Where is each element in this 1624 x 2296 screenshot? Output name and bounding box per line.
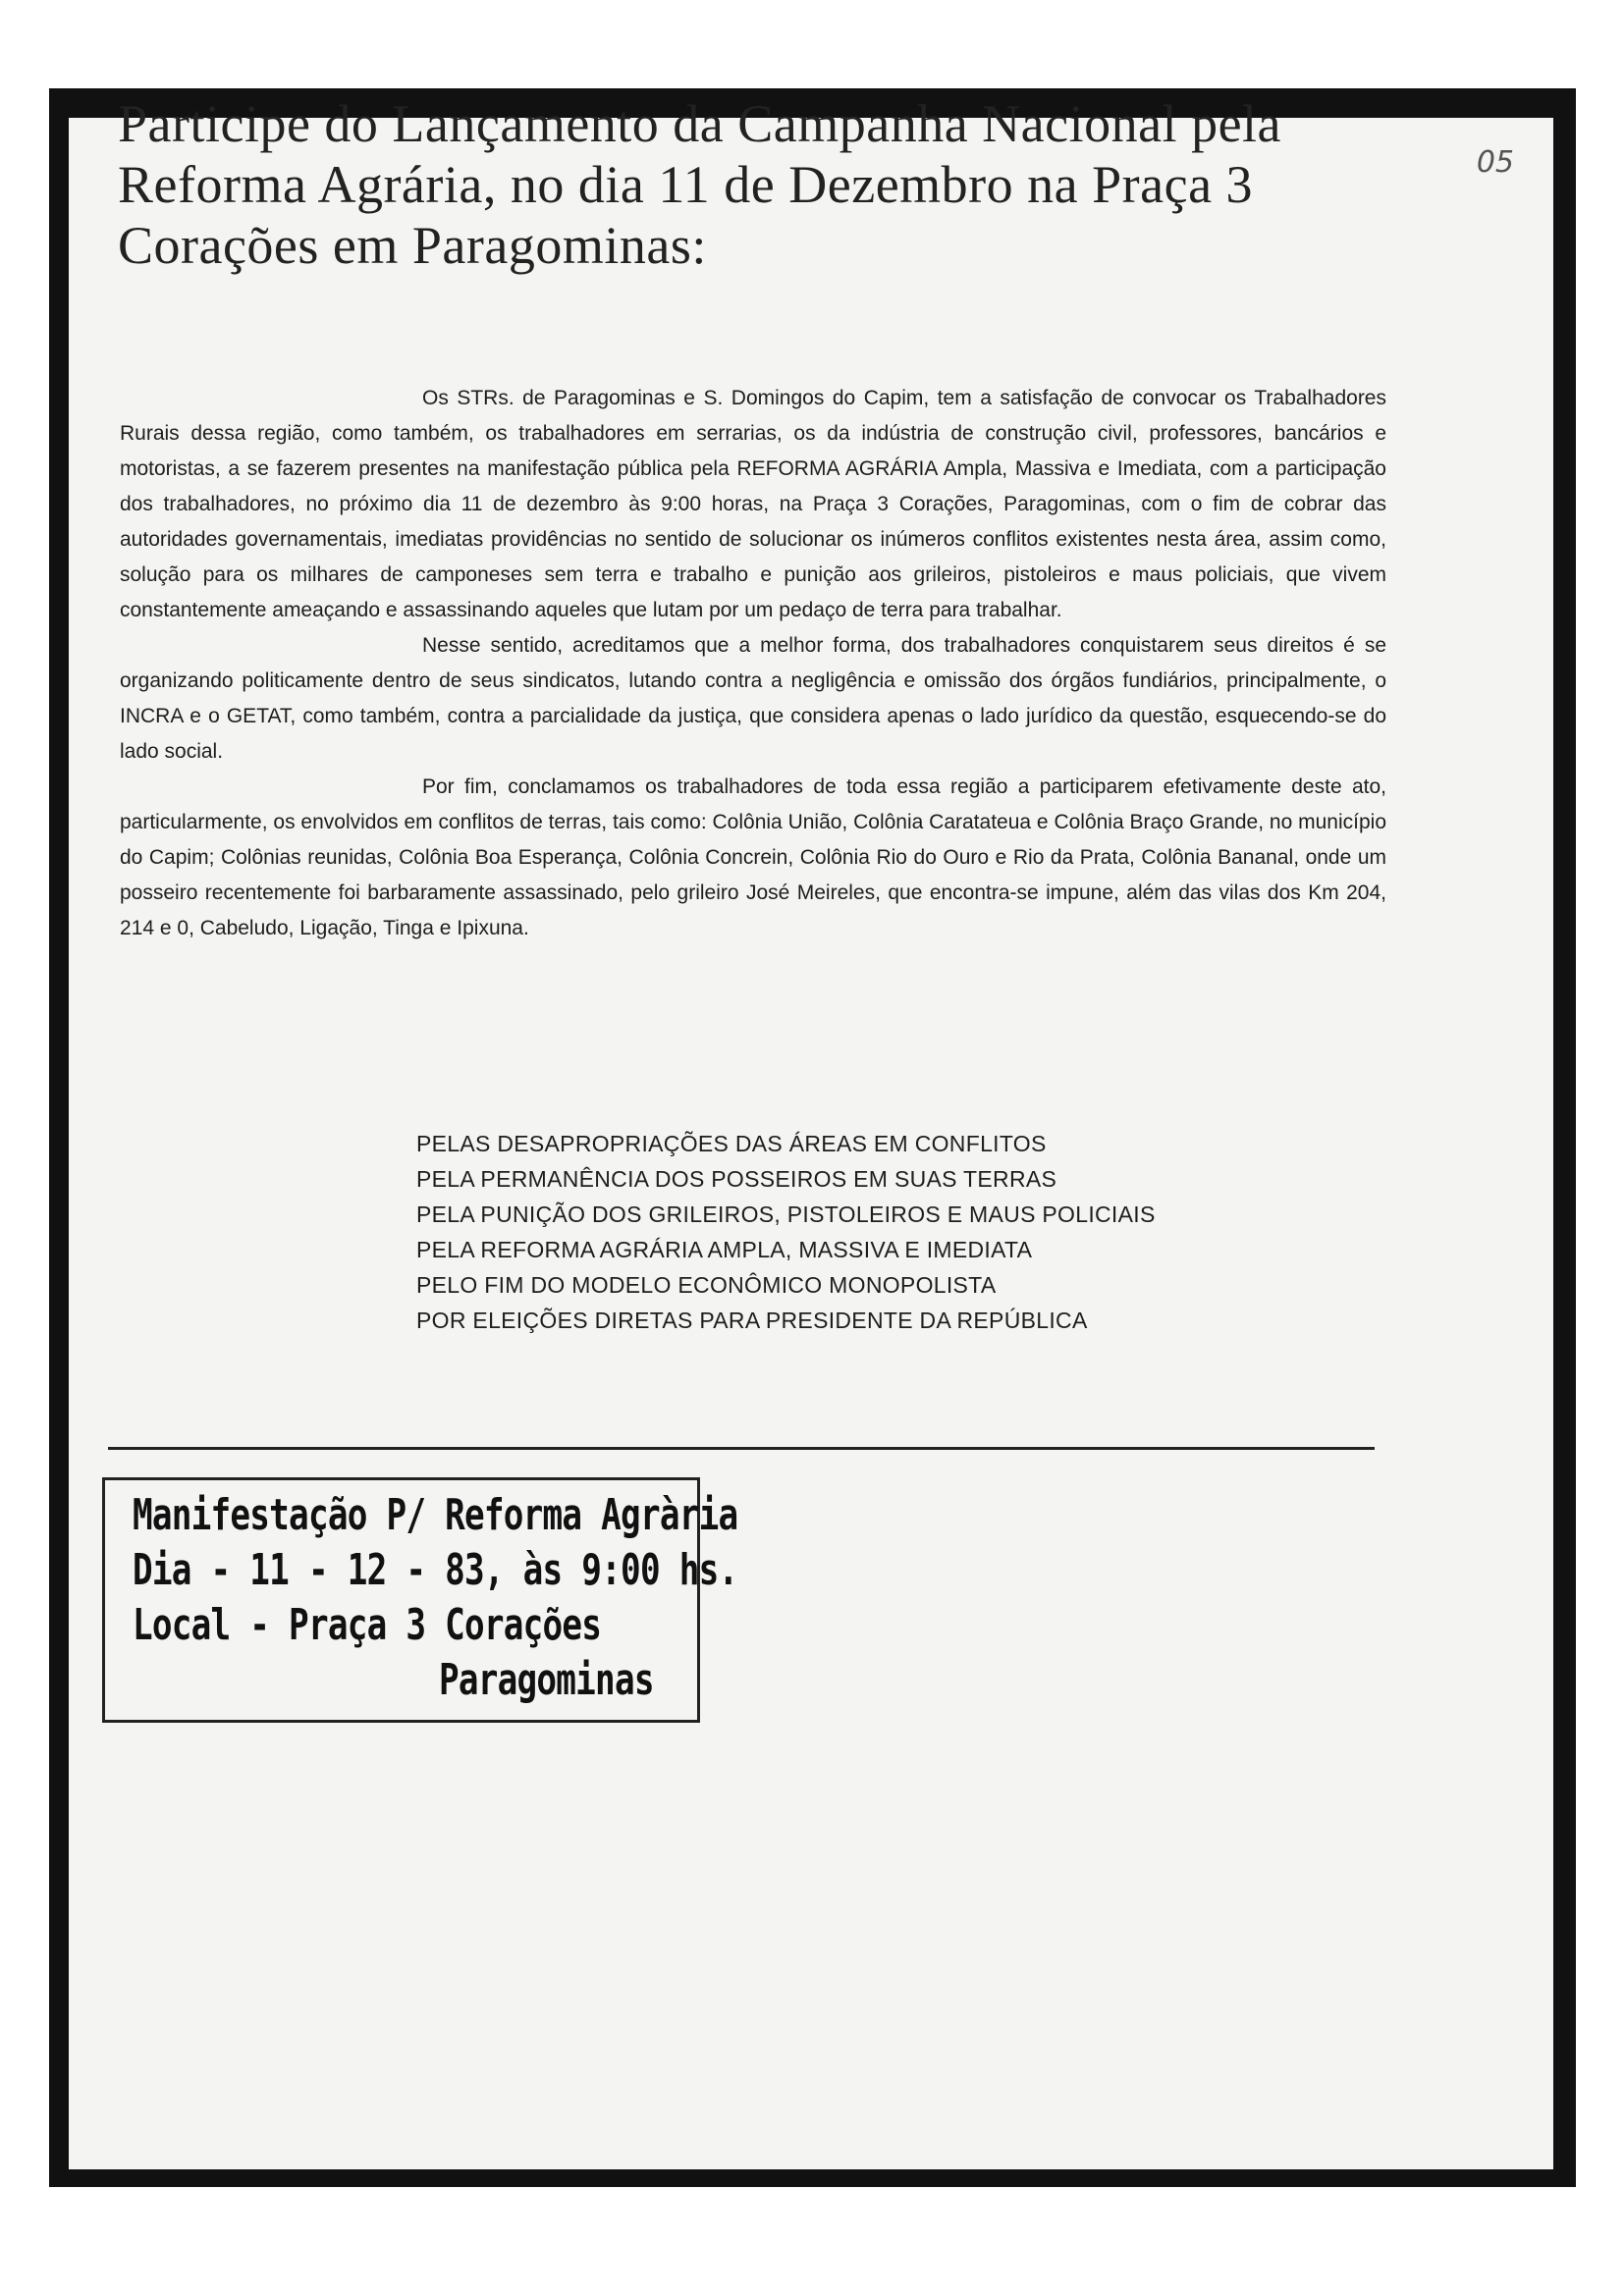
headline: Participe do Lançamento da Campanha Nacional pela Reforma Agrária, no dia 11 de Dezembro na Praça 3 Corações em Paragominas: bbox=[118, 94, 1282, 275]
slogan-list bbox=[416, 1126, 1300, 1338]
manifestation-title: Manifestação P/ Reforma Agrària bbox=[133, 1490, 738, 1540]
horizontal-divider bbox=[108, 1447, 1375, 1450]
slogan: PELA REFORMA AGRÁRIA AMPLA, MASSIVA E IMEDIATA bbox=[416, 1237, 1033, 1262]
body-text bbox=[120, 381, 1386, 946]
manifestation-location: Local - Praça 3 Corações bbox=[133, 1600, 602, 1650]
paragraph-text: Nesse sentido, acreditamos que a melhor forma, dos trabalhadores conquistarem seus direitos é se organizando politicamente dentro de seus sindicatos, lutando contra a negligência e omissão dos órgãos fundiários, principalmente, o INCRA e o GETAT, como também, contra a parcialidade da justiça, que considera apenas o lado jurídico da questão, esquecendo-se do lado social. bbox=[120, 634, 1386, 763]
manifestation-date: Dia - 11 - 12 - 83, às 9:00 hs. bbox=[133, 1545, 738, 1595]
manifestation-city: Paragominas bbox=[439, 1655, 654, 1705]
slogan: PELO FIM DO MODELO ECONÔMICO MONOPOLISTA bbox=[416, 1272, 997, 1298]
paragraph bbox=[120, 770, 1386, 946]
page-number: 05 bbox=[1476, 145, 1514, 180]
paragraph-text: Por fim, conclamamos os trabalhadores de toda essa região a participarem efetivamente deste ato, particularmente, os envolvidos em conflitos de terras, tais como: Colônia União, Colônia Caratateua e Colônia Braço Grande, no município do Capim; Colônias reunidas, Colônia Boa Esperança, Colônia Concrein, Colônia Rio do Ouro e Rio da Prata, Colônia Bananal, onde um posseiro recentemente foi barbaramente assassinado, pelo grileiro José Meireles, que encontra-se impune, além das vilas dos Km 204, 214 e 0, Cabeludo, Ligação, Tinga e Ipixuna. bbox=[120, 775, 1386, 939]
slogan: PELA PERMANÊNCIA DOS POSSEIROS EM SUAS TERRAS bbox=[416, 1166, 1057, 1192]
manifestation-box bbox=[102, 1477, 738, 1723]
slogan: POR ELEIÇÕES DIRETAS PARA PRESIDENTE DA REPÚBLICA bbox=[416, 1308, 1088, 1333]
paragraph-text: Os STRs. de Paragominas e S. Domingos do Capim, tem a satisfação de convocar os Trabalhadores Rurais dessa região, como também, os trabalhadores em serrarias, os da indústria de construção civil, professores, bancários e motoristas, a se fazerem presentes na manifestação pública pela REFORMA AGRÁRIA Ampla, Massiva e Imediata, com a participação dos trabalhadores, no próximo dia 11 de dezembro às 9:00 horas, na Praça 3 Corações, Paragominas, com o fim de cobrar das autoridades governamentais, imediatas providências no sentido de solucionar os inúmeros conflitos existentes nesta área, assim como, solução para os milhares de camponeses sem terra e trabalho e punição aos grileiros, pistoleiros e maus policiais, que vivem constantemente ameaçando e assassinando aqueles que lutam por um pedaço de terra para trabalhar. bbox=[120, 387, 1386, 621]
slogan: PELA PUNIÇÃO DOS GRILEIROS, PISTOLEIROS E MAUS POLICIAIS bbox=[416, 1201, 1156, 1227]
paragraph bbox=[120, 628, 1386, 770]
slogan: PELAS DESAPROPRIAÇÕES DAS ÁREAS EM CONFLITOS bbox=[416, 1131, 1047, 1156]
paragraph bbox=[120, 381, 1386, 628]
